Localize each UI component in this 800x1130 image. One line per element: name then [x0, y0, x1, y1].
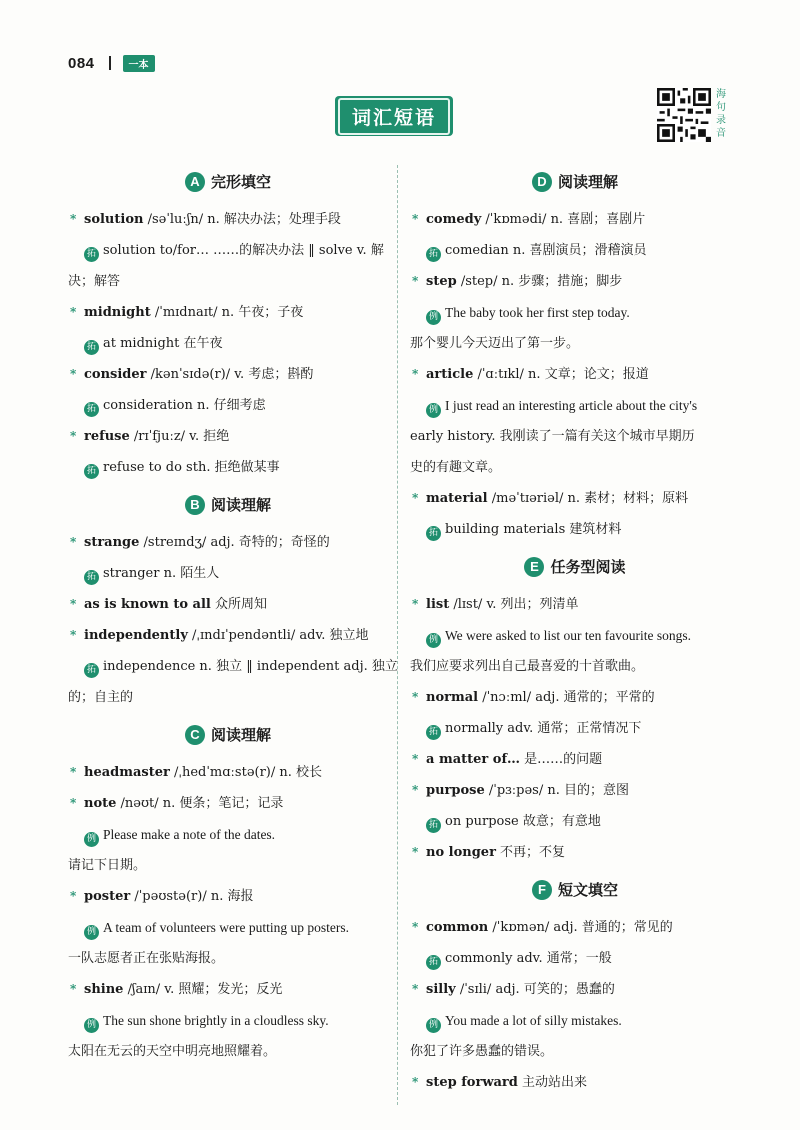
vocab-entry — [410, 589, 740, 620]
qr-label: 海句录音 — [716, 89, 726, 139]
bullet-icon: * — [70, 535, 77, 549]
bullet-icon: * — [70, 367, 77, 381]
continuation-line — [410, 328, 740, 359]
extension-text: stranger n. 陌生人 — [103, 566, 220, 581]
continuation-text: 太阳在无云的天空中明亮地照耀着。 — [68, 1044, 277, 1059]
extension-line — [68, 328, 388, 359]
example-line — [68, 912, 388, 943]
vocab-entry — [410, 1067, 740, 1098]
continuation-text: 决；解答 — [68, 274, 121, 289]
qr-code-icon[interactable] — [657, 88, 711, 142]
bullet-icon: * — [70, 628, 77, 642]
bullet-icon: * — [412, 752, 419, 766]
headword: common — [426, 920, 489, 935]
vocab-entry — [68, 757, 388, 788]
continuation-line — [410, 651, 740, 682]
section-title: 阅读理解 — [557, 173, 618, 191]
vocab-entry — [410, 775, 740, 806]
bullet-icon: * — [70, 305, 77, 319]
headword: solution — [84, 212, 144, 227]
definition: 主动站出来 — [517, 1075, 588, 1090]
bullet-icon: * — [412, 690, 419, 704]
bullet-icon: * — [70, 597, 77, 611]
book-tag: 一本 — [123, 55, 155, 72]
extension-line — [68, 651, 398, 682]
example-sentence: The baby took her first step today. — [445, 305, 630, 320]
section-heading — [68, 715, 388, 755]
example-line — [68, 819, 388, 850]
example-badge-icon: 例 — [84, 925, 99, 940]
vocab-entry — [410, 912, 740, 943]
vocab-entry — [410, 682, 740, 713]
section-heading — [410, 870, 740, 910]
bullet-icon: * — [70, 889, 77, 903]
continuation-line — [410, 421, 740, 452]
example-sentence: Please make a note of the dates. — [103, 827, 276, 842]
bullet-icon: * — [70, 212, 77, 226]
extension-text: at midnight 在午夜 — [103, 336, 223, 351]
section-letter-badge: D — [532, 172, 552, 192]
definition: /streɪndʒ/ adj. 奇特的；奇怪的 — [139, 535, 330, 550]
example-badge-icon: 例 — [426, 310, 441, 325]
bullet-icon: * — [412, 212, 419, 226]
right-column — [410, 160, 740, 1098]
extension-line — [410, 713, 740, 744]
definition: /rɪˈfjuːz/ v. 拒绝 — [129, 429, 230, 444]
continuation-line — [68, 266, 388, 297]
extension-text: comedian n. 喜剧演员；滑稽演员 — [445, 243, 647, 258]
vocab-entry — [410, 974, 740, 1005]
example-sentence: You made a lot of silly mistakes. — [445, 1013, 622, 1028]
extension-badge-icon: 拓 — [426, 526, 441, 541]
extension-badge-icon: 拓 — [84, 663, 99, 678]
continuation-text: 我们应要求列出自己最喜爱的十首歌曲。 — [410, 659, 645, 674]
headword: shine — [84, 982, 124, 997]
bullet-icon: * — [412, 491, 419, 505]
example-badge-icon: 例 — [426, 633, 441, 648]
example-sentence: The sun shone brightly in a cloudless sky. — [103, 1013, 329, 1028]
vocab-entry — [68, 204, 388, 235]
bullet-icon: * — [70, 429, 77, 443]
section-letter-badge: B — [185, 495, 205, 515]
extension-line — [68, 558, 388, 589]
definition: /səˈluːʃn/ n. 解决办法；处理手段 — [143, 212, 341, 227]
example-sentence: I just read an interesting article about the city's — [445, 398, 698, 413]
section-heading — [68, 485, 388, 525]
section-letter-badge: A — [185, 172, 205, 192]
continuation-text: 史的有趣文章。 — [410, 460, 502, 475]
extension-badge-icon: 拓 — [426, 725, 441, 740]
vocab-entry — [68, 359, 388, 390]
headword: headmaster — [84, 765, 170, 780]
extension-badge-icon: 拓 — [84, 464, 99, 479]
headword: list — [426, 597, 450, 612]
definition: /ˌɪndɪˈpendəntli/ adv. 独立地 — [187, 628, 369, 643]
example-line — [410, 1005, 740, 1036]
headword: silly — [426, 982, 456, 997]
definition: 不再；不复 — [495, 845, 566, 860]
definition: /məˈtɪəriəl/ n. 素材；材料；原料 — [487, 491, 689, 506]
headword: material — [426, 491, 488, 506]
extension-line — [410, 806, 740, 837]
headword: purpose — [426, 783, 485, 798]
definition: /ˈnɔːml/ adj. 通常的；平常的 — [478, 690, 655, 705]
continuation-line — [68, 850, 388, 881]
definition: 众所周知 — [210, 597, 267, 612]
extension-text: solution to/for… ……的解决办法 ‖ solve v. 解 — [103, 243, 384, 258]
headword: midnight — [84, 305, 151, 320]
vocab-entry — [410, 204, 740, 235]
definition: /ˈpɜːpəs/ n. 目的；意图 — [484, 783, 629, 798]
vocab-entry — [410, 266, 740, 297]
vocab-entry — [410, 483, 740, 514]
bullet-icon: * — [412, 783, 419, 797]
extension-line — [410, 514, 740, 545]
headword: a matter of… — [426, 752, 521, 767]
extension-badge-icon: 拓 — [84, 570, 99, 585]
vocab-entry — [68, 974, 388, 1005]
extension-line — [410, 943, 740, 974]
headword: step — [426, 274, 457, 289]
vocab-entry — [68, 620, 388, 651]
section-letter-badge: F — [532, 880, 552, 900]
example-badge-icon: 例 — [426, 1018, 441, 1033]
extension-badge-icon: 拓 — [84, 340, 99, 355]
headword: no longer — [426, 845, 496, 860]
bullet-icon: * — [412, 920, 419, 934]
definition: /nəʊt/ n. 便条；笔记；记录 — [116, 796, 284, 811]
section-title: 任务型阅读 — [550, 558, 626, 576]
definition: /lɪst/ v. 列出；列清单 — [449, 597, 579, 612]
bullet-icon: * — [70, 796, 77, 810]
vocab-entry — [410, 744, 740, 775]
definition: 是……的问题 — [520, 752, 603, 767]
continuation-text: 你犯了许多愚蠢的错误。 — [410, 1044, 554, 1059]
section-heading — [410, 162, 740, 202]
continuation-line — [410, 1036, 740, 1067]
continuation-line — [410, 452, 740, 483]
example-sentence: We were asked to list our ten favourite songs. — [445, 628, 691, 643]
bullet-icon: * — [412, 367, 419, 381]
vocab-entry — [68, 527, 388, 558]
continuation-text: 请记下日期。 — [68, 858, 147, 873]
extension-badge-icon: 拓 — [426, 818, 441, 833]
headword: as is known to all — [84, 597, 211, 612]
headword: normal — [426, 690, 479, 705]
vocab-entry — [410, 359, 740, 390]
vocab-entry — [68, 788, 388, 819]
headword: poster — [84, 889, 131, 904]
extension-text: consideration n. 仔细考虑 — [103, 398, 266, 413]
headword: comedy — [426, 212, 482, 227]
page-number: 084 — [68, 54, 95, 72]
continuation-line — [68, 682, 388, 713]
extension-text: independence n. 独立 ‖ independent adj. 独立 — [103, 659, 398, 674]
extension-line — [68, 390, 388, 421]
headword: independently — [84, 628, 188, 643]
definition: /ˈsɪli/ adj. 可笑的；愚蠢的 — [455, 982, 615, 997]
continuation-line — [68, 1036, 388, 1067]
section-banner — [335, 96, 453, 136]
vocab-entry — [68, 881, 388, 912]
extension-text: commonly adv. 通常；一般 — [445, 951, 612, 966]
continuation-text: early history. 我刚读了一篇有关这个城市早期历 — [410, 429, 695, 444]
example-badge-icon: 例 — [84, 832, 99, 847]
bullet-icon: * — [412, 1075, 419, 1089]
column-divider — [397, 165, 398, 1105]
definition: /ˈpəʊstə(r)/ n. 海报 — [130, 889, 254, 904]
vocab-entry — [68, 297, 388, 328]
bullet-icon: * — [70, 765, 77, 779]
extension-text: normally adv. 通常；正常情况下 — [445, 721, 642, 736]
section-title: 阅读理解 — [210, 496, 271, 514]
definition: /ʃaɪn/ v. 照耀；发光；反光 — [123, 982, 283, 997]
bullet-icon: * — [412, 597, 419, 611]
extension-badge-icon: 拓 — [426, 247, 441, 262]
section-title: 短文填空 — [557, 881, 618, 899]
continuation-text: 的；自主的 — [68, 690, 134, 705]
example-line — [68, 1005, 388, 1036]
definition: /step/ n. 步骤；措施；脚步 — [456, 274, 623, 289]
headword: note — [84, 796, 117, 811]
vocab-entry — [68, 589, 388, 620]
section-title: 完形填空 — [210, 173, 271, 191]
extension-badge-icon: 拓 — [84, 402, 99, 417]
bullet-icon: * — [412, 982, 419, 996]
vocab-entry — [68, 421, 388, 452]
extension-line — [68, 452, 388, 483]
section-letter-badge: E — [524, 557, 544, 577]
extension-line — [68, 235, 388, 266]
example-line — [410, 620, 740, 651]
headword: refuse — [84, 429, 130, 444]
bullet-icon: * — [412, 274, 419, 288]
definition: /kənˈsɪdə(r)/ v. 考虑；斟酌 — [146, 367, 314, 382]
section-letter-badge: C — [185, 725, 205, 745]
banner-title: 词汇短语 — [338, 98, 450, 135]
example-badge-icon: 例 — [426, 403, 441, 418]
example-sentence: A team of volunteers were putting up posters. — [103, 920, 349, 935]
headword: step forward — [426, 1075, 518, 1090]
extension-text: on purpose 故意；有意地 — [445, 814, 601, 829]
headword: strange — [84, 535, 140, 550]
page-header — [68, 50, 155, 76]
left-column — [68, 160, 398, 1067]
continuation-text: 一队志愿者正在张贴海报。 — [68, 951, 225, 966]
extension-text: refuse to do sth. 拒绝做某事 — [103, 460, 280, 475]
example-badge-icon: 例 — [84, 1018, 99, 1033]
bullet-icon: * — [70, 982, 77, 996]
headword: consider — [84, 367, 147, 382]
definition: /ˈɑːtɪkl/ n. 文章；论文；报道 — [473, 367, 649, 382]
section-heading — [410, 547, 740, 587]
example-line — [410, 297, 740, 328]
headword: article — [426, 367, 474, 382]
extension-badge-icon: 拓 — [84, 247, 99, 262]
extension-badge-icon: 拓 — [426, 955, 441, 970]
definition: /ˈkɒmən/ adj. 普通的；常见的 — [488, 920, 673, 935]
section-title: 阅读理解 — [210, 726, 271, 744]
vocab-entry — [410, 837, 740, 868]
example-line — [410, 390, 740, 421]
extension-text: building materials 建筑材料 — [445, 522, 622, 537]
definition: /ˌhedˈmɑːstə(r)/ n. 校长 — [169, 765, 323, 780]
section-heading — [68, 162, 388, 202]
continuation-text: 那个婴儿今天迈出了第一步。 — [410, 336, 580, 351]
definition: /ˈkɒmədi/ n. 喜剧；喜剧片 — [481, 212, 646, 227]
extension-line — [410, 235, 740, 266]
bullet-icon: * — [412, 845, 419, 859]
header-divider — [109, 56, 111, 70]
continuation-line — [68, 943, 388, 974]
definition: /ˈmɪdnaɪt/ n. 午夜；子夜 — [150, 305, 304, 320]
